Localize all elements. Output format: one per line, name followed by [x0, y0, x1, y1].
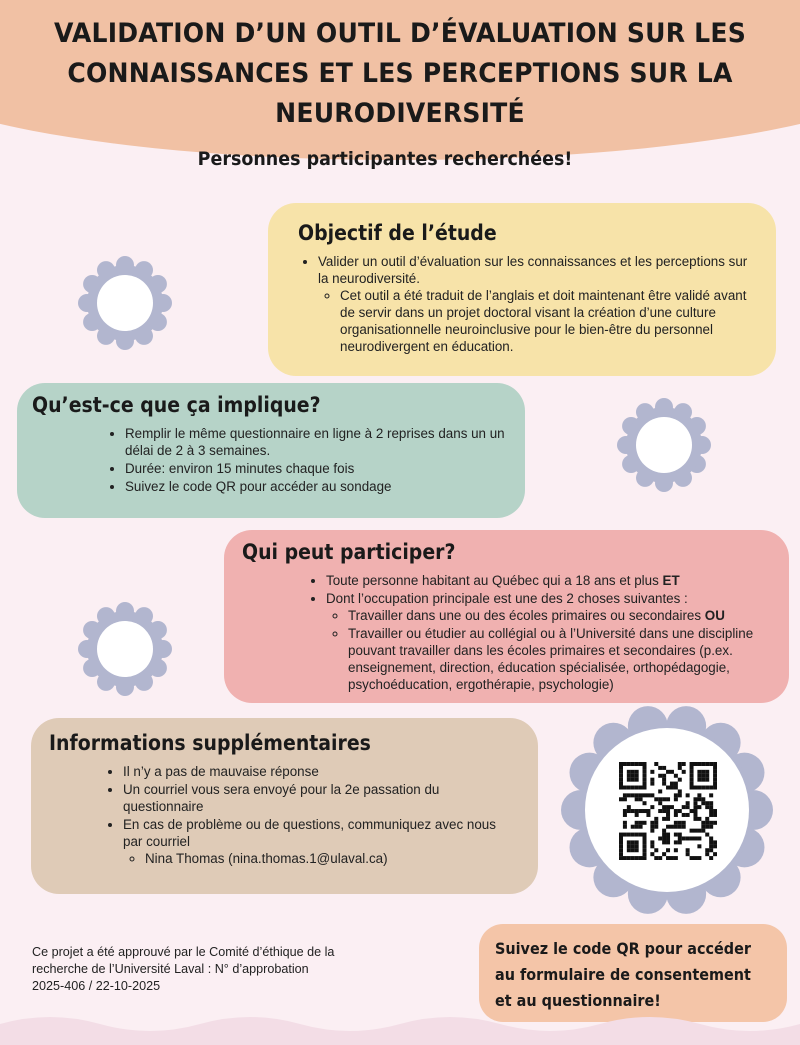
qr-callout: Suivez le code QR pour accéder au formulaire de consentement et au questionnaire!: [479, 924, 787, 1022]
list-item: • Suivez le code QR pour accéder au sondage: [125, 478, 505, 495]
objective-title: Objectif de l’étude: [298, 221, 497, 245]
flower-decoration-1: [76, 254, 174, 352]
info-card: [31, 718, 538, 894]
list-item: • Valider un outil d’évaluation sur les connaissances et les perceptions sur la neurodiversité. ◦ Cet outil a été traduit de l’anglais et doit maintenant être validé avant de servir dans un projet doctoral visant la création d’une culture organisationnelle neuroinclusive pour le bien-être du personnel neurodivergent en éducation.: [318, 253, 754, 355]
list-item: ◦ Travailler ou étudier au collégial ou à l’Université dans une discipline pouvant travailler dans les écoles primaires et secondaires (p.ex. enseignement, direction, éducation spécialisée, orthopédagogie, psychoéducation, ergothérapie, psychologie): [348, 625, 773, 693]
flower-decoration-2: [615, 396, 713, 494]
list-item: ◦ Travailler dans une ou des écoles primaires ou secondaires OU: [348, 607, 773, 624]
bottom-wave-decoration: [0, 1010, 800, 1045]
eligibility-card: [224, 530, 789, 703]
info-title: Informations supplémentaires: [49, 731, 371, 755]
list-item: • En cas de problème ou de questions, communiquez avec nous par courriel ◦ Nina Thomas (nina.thomas.1@ulaval.ca): [123, 816, 500, 867]
flower-decoration-3: [76, 600, 174, 698]
list-item: • Remplir le même questionnaire en ligne à 2 reprises dans un un délai de 2 à 3 semaines.: [125, 425, 505, 459]
page-subtitle: Personnes participantes recherchées!: [197, 148, 573, 170]
involvement-title: Qu’est-ce que ça implique?: [32, 393, 321, 417]
involvement-card: [17, 383, 525, 518]
list-item: • Durée: environ 15 minutes chaque fois: [125, 460, 505, 477]
contact-email[interactable]: ◦ Nina Thomas (nina.thomas.1@ulaval.ca): [145, 850, 500, 867]
list-item: • Il n’y a pas de mauvaise réponse: [123, 763, 500, 780]
qr-code[interactable]: [619, 762, 717, 860]
ethics-approval-note: Ce projet a été approuvé par le Comité d’éthique de la recherche de l’Université Laval : N° d’approbation 2025-406 / 22-10-2025: [32, 945, 335, 993]
list-item: • Toute personne habitant au Québec qui a 18 ans et plus ET: [326, 572, 773, 589]
page-title: VALIDATION D’UN OUTIL D’ÉVALUATION SUR LES CONNAISSANCES ET LES PERCEPTIONS SUR LA NEURODIVERSITÉ: [54, 18, 746, 129]
list-item: • Un courriel vous sera envoyé pour la 2e passation du questionnaire: [123, 781, 500, 815]
list-item: ◦ Cet outil a été traduit de l’anglais et doit maintenant être validé avant de servir dans un projet doctoral visant la création d’une culture organisationnelle neuroinclusive pour le bien-être du personnel neurodivergent en éducation.: [340, 287, 754, 355]
objective-card: [268, 203, 776, 376]
list-item: • Dont l’occupation principale est une des 2 choses suivantes : ◦ Travailler dans une ou des écoles primaires ou secondaires OU ◦ Travailler ou étudier au collégial ou à l’Université dans une discipline pouvant travailler dans les écoles primaires et secondaires (p.ex. enseignement, direction, éducation spécialisée, orthopédagogie, psychoéducation, ergothérapie, psychologie): [326, 590, 773, 693]
eligibility-title: Qui peut participer?: [242, 540, 456, 564]
